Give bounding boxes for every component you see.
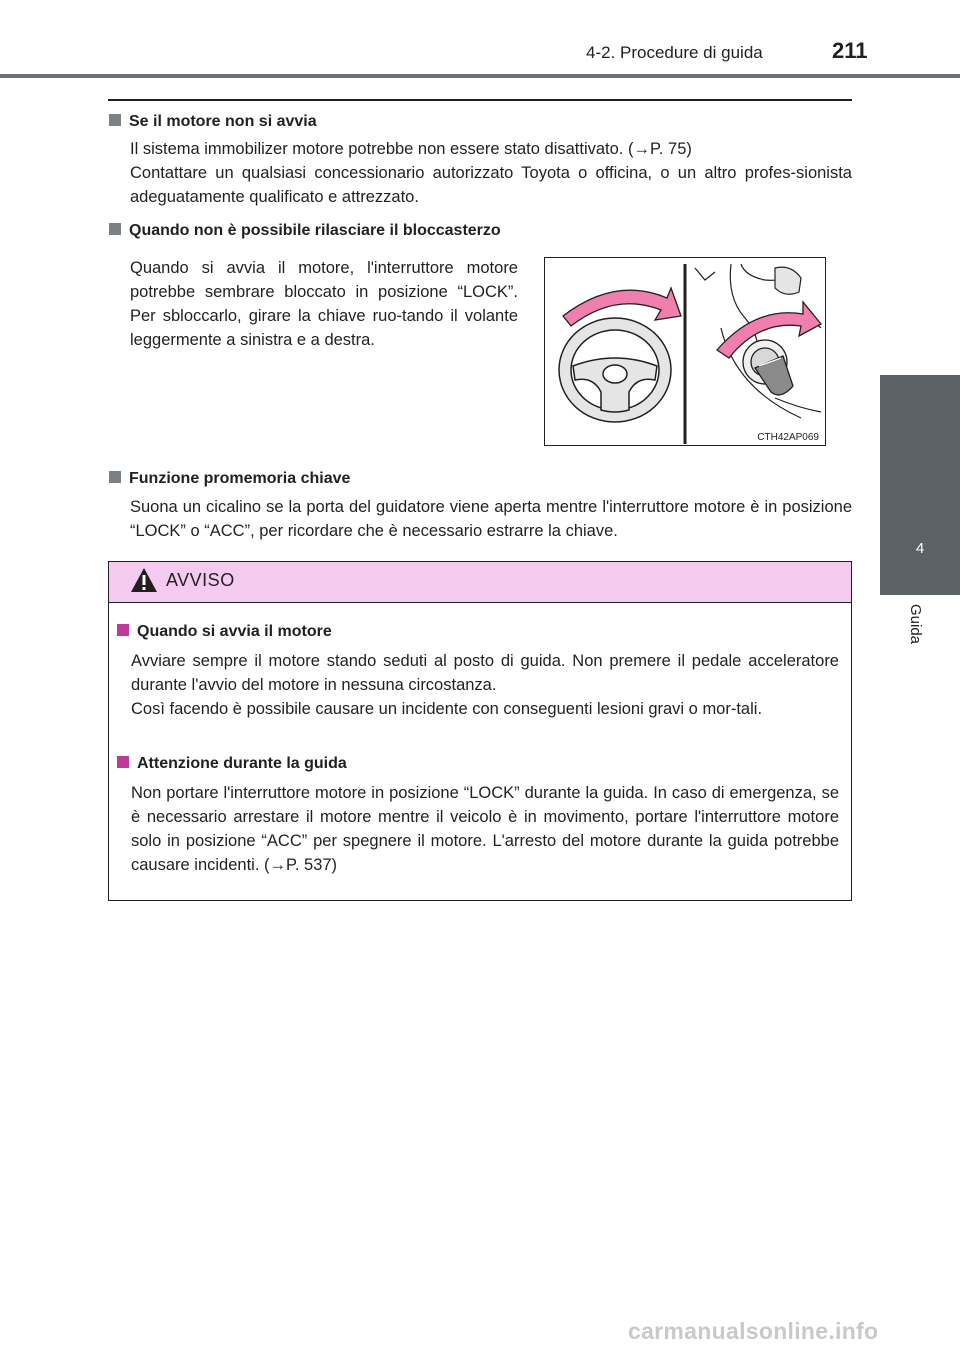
section-heading-steering-lock: [109, 222, 501, 240]
section-heading-engine-not-starting: [109, 113, 317, 131]
figure-code: CTH42AP069: [757, 432, 819, 443]
warning-heading-starting-engine: [117, 623, 332, 641]
warning-body-starting-engine: [131, 649, 839, 721]
page-number: 211: [832, 38, 868, 63]
warning-header: [109, 562, 851, 603]
section-title: 4-2. Procedure di guida: [586, 43, 763, 62]
site-watermark: carmanualsonline.info: [628, 1318, 879, 1344]
paragraph: Non portare l'interruttore motore in posizione “LOCK” durante la guida. In caso di emergenza, se è necessario arrestare il motore mentre il veicolo è in movimento, portare l'interruttore motore solo in posizione “ACC” per spegnere il motore. L'arresto del motore durante la guida potrebbe causare incidenti. (→P. 537): [131, 784, 839, 874]
paragraph: Il sistema immobilizer motore potrebbe non essere stato disattivato. (→P. 75): [130, 140, 692, 158]
paragraph: Suona un cicalino se la porta del guidatore viene aperta mentre l'interruttore motore è in posizione “LOCK” o “ACC”, per ricordare che è necessario estrarre la chiave.: [130, 498, 852, 540]
square-bullet-icon: [109, 471, 121, 483]
square-bullet-icon: [109, 114, 121, 126]
section-heading-key-reminder: [109, 470, 350, 488]
warning-triangle-icon: [129, 566, 159, 594]
steering-lock-illustration: [544, 257, 826, 446]
section-body-steering-lock: [130, 256, 518, 352]
chapter-label: Guida: [907, 604, 924, 645]
square-bullet-icon: [117, 756, 129, 768]
section-body-key-reminder: [130, 495, 852, 543]
warning-title: AVVISO: [166, 570, 235, 590]
paragraph: Avviare sempre il motore stando seduti al posto di guida. Non premere il pedale acceleratore durante l'avvio del motore in nessuna circostanza.: [131, 652, 839, 694]
section-body-engine-not-starting: [130, 137, 852, 209]
paragraph: Così facendo è possibile causare un incidente con conseguenti lesioni gravi o mor-tali.: [131, 700, 763, 718]
heading-text: Funzione promemoria chiave: [129, 470, 351, 487]
ignition-key-icon: [743, 340, 793, 395]
steering-wheel-icon: [559, 318, 671, 422]
paragraph: Contattare un qualsiasi concessionario autorizzato Toyota o officina, o un altro profes-sionista adeguatamente qualificato e attrezzato.: [130, 164, 852, 206]
heading-text: Quando si avvia il motore: [137, 623, 332, 640]
square-bullet-icon: [109, 223, 121, 235]
heading-text: Se il motore non si avvia: [129, 113, 317, 130]
steering-lock-drawing: [545, 258, 827, 447]
header-rule: [0, 74, 960, 78]
heading-text: Attenzione durante la guida: [137, 755, 347, 772]
chapter-label-wrap: [894, 600, 934, 670]
top-divider: [108, 99, 852, 101]
square-bullet-icon: [117, 624, 129, 636]
warning-box: [108, 561, 852, 901]
chapter-tab: [880, 375, 960, 595]
paragraph: Quando si avvia il motore, l'interruttore motore potrebbe sembrare bloccato in posizione “LOCK”. Per sbloccarlo, girare la chiave ruo-tando il volante leggermente a sinistra e a destra.: [130, 259, 518, 349]
warning-heading-driving: [117, 755, 347, 773]
chapter-number: 4: [915, 540, 925, 557]
warning-body-driving: [131, 781, 839, 877]
heading-text: Quando non è possibile rilasciare il bloccasterzo: [129, 222, 501, 239]
